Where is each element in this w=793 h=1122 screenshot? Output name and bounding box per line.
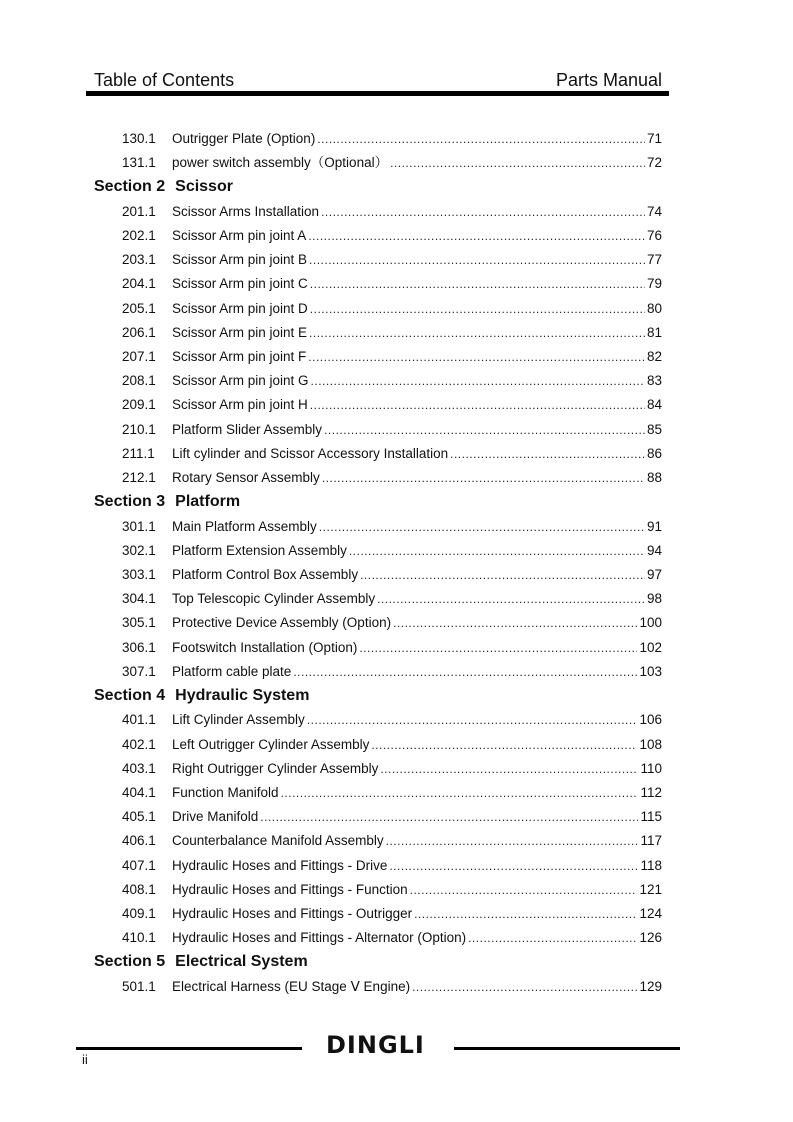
header-manual-name: Parts Manual — [555, 70, 662, 90]
entry-number: 501.1 — [122, 978, 156, 994]
entry-page-number: 81 — [646, 324, 662, 340]
dot-leader — [360, 563, 645, 587]
toc-entry[interactable] — [94, 805, 662, 829]
entry-number: 401.1 — [122, 712, 156, 728]
entry-number: 203.1 — [122, 252, 156, 268]
entry-page-number: 85 — [646, 421, 662, 437]
dot-leader — [412, 975, 637, 999]
entry-title: Scissor Arm pin joint C — [172, 276, 308, 292]
dot-leader — [359, 636, 637, 660]
entry-number: 210.1 — [122, 421, 156, 437]
toc-entry[interactable] — [94, 757, 662, 781]
entry-number: 306.1 — [122, 639, 156, 655]
entry-title: Scissor Arm pin joint G — [172, 373, 309, 389]
entry-page-number: 126 — [639, 930, 662, 946]
entry-page-number: 103 — [639, 663, 662, 679]
toc-entry[interactable] — [94, 926, 662, 950]
toc-entry[interactable] — [94, 708, 662, 732]
section-label: Section 5 — [94, 953, 166, 971]
dot-leader — [310, 393, 645, 417]
toc-entry[interactable] — [94, 224, 662, 248]
entry-title: Platform Control Box Assembly — [172, 567, 359, 582]
dot-leader — [311, 369, 645, 393]
entry-title: Scissor Arms Installation — [172, 203, 320, 219]
dot-leader — [390, 151, 645, 175]
entry-number: 212.1 — [122, 469, 156, 485]
footer-rule-left — [76, 1047, 302, 1050]
entry-title: Scissor Arm pin joint H — [172, 397, 308, 413]
entry-title: Function Manifold — [172, 785, 279, 800]
entry-page-number: 79 — [646, 276, 662, 292]
section-name: Platform — [175, 493, 241, 511]
section-name: Electrical System — [175, 953, 308, 971]
entry-number: 404.1 — [122, 785, 156, 800]
dot-leader — [322, 466, 645, 490]
entry-title: Left Outrigger Cylinder Assembly — [172, 736, 370, 752]
entry-title: Lift Cylinder Assembly — [172, 712, 305, 728]
entry-number: 305.1 — [122, 615, 156, 631]
entry-page-number: 86 — [646, 445, 662, 461]
entry-number: 301.1 — [122, 518, 156, 534]
dot-leader — [380, 757, 638, 781]
dot-leader — [319, 515, 645, 539]
entry-title: Scissor Arm pin joint A — [172, 228, 307, 244]
entry-title: Hydraulic Hoses and Fittings - Outrigger — [172, 905, 413, 921]
dot-leader — [321, 200, 645, 224]
entry-number: 205.1 — [122, 300, 156, 316]
entry-number: 206.1 — [122, 324, 156, 340]
entry-page-number: 76 — [646, 228, 662, 244]
toc-entry[interactable] — [94, 660, 662, 684]
header-title: Table of Contents — [94, 70, 235, 90]
page-number: ii — [82, 1052, 88, 1067]
entry-page-number: 115 — [640, 809, 662, 825]
entry-number: 403.1 — [122, 760, 156, 776]
entry-number: 131.1 — [122, 155, 156, 171]
entry-page-number: 102 — [639, 639, 662, 655]
entry-page-number: 108 — [639, 736, 662, 752]
toc-entry[interactable] — [94, 611, 662, 635]
entry-page-number: 80 — [646, 300, 662, 316]
toc-entry[interactable] — [94, 829, 662, 853]
entry-number: 204.1 — [122, 276, 156, 292]
entry-number: 402.1 — [122, 736, 156, 752]
dot-leader — [308, 345, 645, 369]
toc-entry[interactable] — [94, 587, 662, 611]
entry-number: 207.1 — [122, 349, 156, 364]
entry-number: 408.1 — [122, 881, 156, 897]
dot-leader — [450, 442, 645, 466]
dot-leader — [468, 926, 637, 950]
dot-leader — [324, 418, 645, 442]
toc-section-heading — [94, 950, 662, 975]
toc-entry[interactable] — [94, 393, 662, 417]
entry-page-number: 94 — [646, 542, 662, 558]
dot-leader — [309, 321, 645, 345]
entry-title: Scissor Arm pin joint E — [172, 324, 308, 340]
dot-leader — [310, 297, 645, 321]
entry-title: Drive Manifold — [172, 809, 259, 825]
toc-entry[interactable] — [94, 418, 662, 442]
dot-leader — [310, 272, 645, 296]
toc-entry[interactable] — [94, 321, 662, 345]
toc-entry[interactable] — [94, 345, 662, 369]
entry-number: 307.1 — [122, 663, 156, 679]
toc-entry[interactable] — [94, 878, 662, 902]
toc-entry[interactable] — [94, 975, 662, 999]
toc-entry[interactable] — [94, 515, 662, 539]
entry-number: 130.1 — [122, 131, 156, 146]
entry-page-number: 129 — [639, 978, 662, 994]
entry-number: 407.1 — [122, 857, 156, 873]
section-name: Scissor — [175, 178, 233, 196]
brand-logo: DINGLI — [326, 1031, 425, 1059]
entry-page-number: 88 — [646, 469, 662, 485]
dot-leader — [414, 902, 637, 926]
dot-leader — [349, 539, 645, 563]
page-footer — [0, 1030, 793, 1070]
toc-entry[interactable] — [94, 151, 662, 175]
section-label: Section 4 — [94, 686, 166, 704]
entry-title: Counterbalance Manifold Assembly — [172, 833, 384, 849]
entry-page-number: 121 — [639, 881, 662, 897]
entry-page-number: 91 — [646, 518, 662, 534]
entry-number: 304.1 — [122, 591, 156, 607]
toc-entry[interactable] — [94, 733, 662, 757]
entry-page-number: 124 — [639, 905, 662, 921]
entry-page-number: 117 — [640, 833, 662, 849]
entry-page-number: 71 — [646, 131, 662, 146]
dot-leader — [293, 660, 637, 684]
entry-title: Platform Extension Assembly — [172, 542, 347, 558]
section-label: Section 2 — [94, 178, 166, 196]
entry-number: 201.1 — [122, 203, 156, 219]
footer-rule-right — [454, 1047, 680, 1050]
entry-number: 302.1 — [122, 542, 156, 558]
entry-number: 202.1 — [122, 228, 156, 244]
entry-page-number: 110 — [640, 760, 662, 776]
entry-title: Scissor Arm pin joint D — [172, 300, 308, 316]
toc-entry[interactable] — [94, 781, 662, 805]
entry-title: Scissor Arm pin joint F — [172, 349, 307, 364]
entry-page-number: 72 — [646, 155, 662, 171]
page-header — [94, 68, 662, 92]
dot-leader — [260, 805, 638, 829]
entry-title: Outrigger Plate (Option) — [172, 131, 316, 146]
entry-title: Hydraulic Hoses and Fittings - Alternator (Option) — [172, 930, 467, 946]
entry-title: Platform cable plate — [172, 663, 292, 679]
toc-section-heading — [94, 684, 662, 709]
entry-title: Electrical Harness (EU Stage Ⅴ Engine) — [172, 978, 411, 994]
entry-page-number: 118 — [640, 857, 662, 873]
entry-page-number: 74 — [646, 203, 662, 219]
entry-title: Lift cylinder and Scissor Accessory Installation — [172, 445, 449, 461]
entry-title: Rotary Sensor Assembly — [172, 469, 320, 485]
entry-page-number: 100 — [639, 615, 662, 631]
entry-title: Footswitch Installation (Option) — [172, 639, 358, 655]
entry-page-number: 82 — [646, 349, 662, 364]
entry-page-number: 106 — [639, 712, 662, 728]
header-rule — [86, 91, 669, 96]
entry-number: 405.1 — [122, 809, 156, 825]
dot-leader — [410, 878, 638, 902]
toc-entry[interactable] — [94, 297, 662, 321]
dot-leader — [307, 708, 638, 732]
toc-entry[interactable] — [94, 369, 662, 393]
dot-leader — [308, 224, 645, 248]
dot-leader — [377, 587, 645, 611]
table-of-contents — [94, 127, 662, 999]
toc-entry[interactable] — [94, 854, 662, 878]
entry-title: Platform Slider Assembly — [172, 421, 323, 437]
dot-leader — [309, 248, 645, 272]
entry-page-number: 83 — [646, 373, 662, 389]
entry-number: 409.1 — [122, 905, 156, 921]
toc-entry[interactable] — [94, 200, 662, 224]
toc-entry[interactable] — [94, 636, 662, 660]
dot-leader — [317, 127, 645, 151]
entry-number: 410.1 — [122, 930, 156, 946]
entry-number: 208.1 — [122, 373, 156, 389]
entry-title: power switch assembly（Optional） — [172, 155, 389, 171]
entry-page-number: 77 — [646, 252, 662, 268]
toc-entry[interactable] — [94, 272, 662, 296]
toc-entry[interactable] — [94, 127, 662, 151]
dot-leader — [393, 611, 637, 635]
entry-title: Main Platform Assembly — [172, 518, 317, 534]
entry-number: 406.1 — [122, 833, 156, 849]
entry-title: Protective Device Assembly (Option) — [172, 615, 392, 631]
toc-entry[interactable] — [94, 466, 662, 490]
entry-number: 209.1 — [122, 397, 156, 413]
dot-leader — [371, 733, 637, 757]
dot-leader — [281, 781, 639, 805]
entry-title: Scissor Arm pin joint B — [172, 252, 308, 268]
toc-entry[interactable] — [94, 248, 662, 272]
section-name: Hydraulic System — [175, 686, 310, 704]
toc-entry[interactable] — [94, 563, 662, 587]
toc-entry[interactable] — [94, 442, 662, 466]
entry-page-number: 84 — [646, 397, 662, 413]
toc-entry[interactable] — [94, 539, 662, 563]
entry-title: Hydraulic Hoses and Fittings - Function — [172, 881, 408, 897]
toc-section-heading — [94, 490, 662, 515]
section-label: Section 3 — [94, 493, 166, 511]
entry-page-number: 97 — [646, 567, 662, 582]
entry-page-number: 112 — [640, 785, 662, 800]
entry-number: 211.1 — [122, 445, 155, 461]
entry-title: Hydraulic Hoses and Fittings - Drive — [172, 857, 388, 873]
toc-entry[interactable] — [94, 902, 662, 926]
dot-leader — [386, 829, 639, 853]
entry-title: Right Outrigger Cylinder Assembly — [172, 760, 379, 776]
entry-title: Top Telescopic Cylinder Assembly — [172, 591, 376, 607]
entry-number: 303.1 — [122, 567, 156, 582]
entry-page-number: 98 — [646, 591, 662, 607]
dot-leader — [389, 854, 638, 878]
toc-section-heading — [94, 175, 662, 200]
